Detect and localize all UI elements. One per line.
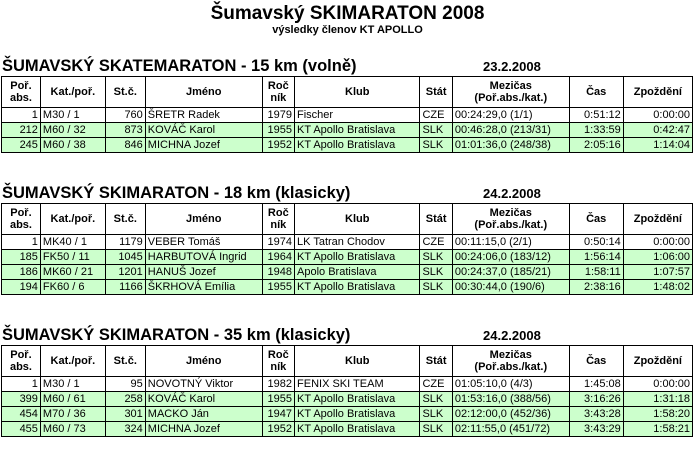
start-number-cell: 1045	[105, 250, 145, 265]
split-time-cell: 00:24:06,0 (183/12)	[452, 250, 569, 265]
col-position-header: Poř. abs.	[2, 346, 41, 377]
delay-cell: 1:48:02	[623, 280, 692, 295]
country-cell: SLK	[420, 422, 452, 437]
birth-year-cell: 1974	[262, 235, 294, 250]
table-row	[2, 108, 693, 123]
col-delay-header: Zpoždění	[623, 204, 692, 235]
col-time-header: Čas	[569, 204, 623, 235]
delay-cell: 1:58:21	[623, 422, 692, 437]
col-start-number-header: St.č.	[105, 77, 145, 108]
name-cell: ŠRETR Radek	[145, 108, 262, 123]
section-title: ŠUMAVSKÝ SKATEMARATON - 15 km (volně)	[2, 57, 357, 75]
club-cell: FENIX SKI TEAM	[295, 377, 420, 392]
start-number-cell: 1166	[105, 280, 145, 295]
race-section	[0, 183, 695, 295]
club-cell: KT Apollo Bratislava	[295, 250, 420, 265]
birth-year-cell: 1952	[262, 138, 294, 153]
club-cell: KT Apollo Bratislava	[295, 392, 420, 407]
section-header	[0, 56, 695, 76]
category-cell: M60 / 32	[40, 123, 105, 138]
birth-year-cell: 1952	[262, 422, 294, 437]
page-subtitle: výsledky členov KT APOLLO	[272, 24, 423, 36]
category-cell: M60 / 61	[40, 392, 105, 407]
time-cell: 2:05:16	[569, 138, 623, 153]
table-row	[2, 123, 693, 138]
col-start-number-header: St.č.	[105, 204, 145, 235]
category-cell: FK60 / 6	[40, 280, 105, 295]
section-title: ŠUMAVSKÝ SKIMARATON - 18 km (klasicky)	[2, 184, 351, 202]
position-cell: 212	[2, 123, 41, 138]
col-country-header: Stát	[420, 204, 452, 235]
time-cell: 1:33:59	[569, 123, 623, 138]
col-birth-year-header: Roč ník	[262, 204, 294, 235]
name-cell: HARBUTOVÁ Ingrid	[145, 250, 262, 265]
race-section	[0, 325, 695, 437]
name-cell: NOVOTNÝ Viktor	[145, 377, 262, 392]
split-time-cell: 01:05:10,0 (4/3)	[452, 377, 569, 392]
delay-cell: 0:00:00	[623, 377, 692, 392]
table-row	[2, 392, 693, 407]
name-cell: VEBER Tomáš	[145, 235, 262, 250]
country-cell: SLK	[420, 138, 452, 153]
page-title: Šumavský SKIMARATON 2008	[210, 3, 485, 24]
col-category-header: Kat./poř.	[40, 346, 105, 377]
position-cell: 455	[2, 422, 41, 437]
race-section	[0, 56, 695, 153]
position-cell: 1	[2, 377, 41, 392]
col-birth-year-header: Roč ník	[262, 77, 294, 108]
start-number-cell: 760	[105, 108, 145, 123]
delay-cell: 1:31:18	[623, 392, 692, 407]
time-cell: 3:43:28	[569, 407, 623, 422]
col-delay-header: Zpoždění	[623, 346, 692, 377]
col-position-header: Poř. abs.	[2, 204, 41, 235]
split-time-cell: 00:30:44,0 (190/6)	[452, 280, 569, 295]
section-date: 24.2.2008	[483, 328, 541, 343]
section-date: 23.2.2008	[483, 59, 541, 74]
club-cell: KT Apollo Bratislava	[295, 407, 420, 422]
delay-cell: 1:58:20	[623, 407, 692, 422]
club-cell: KT Apollo Bratislava	[295, 280, 420, 295]
birth-year-cell: 1948	[262, 265, 294, 280]
split-time-cell: 00:46:28,0 (213/31)	[452, 123, 569, 138]
col-birth-year-header: Roč ník	[262, 346, 294, 377]
country-cell: CZE	[420, 108, 452, 123]
table-row	[2, 250, 693, 265]
start-number-cell: 1201	[105, 265, 145, 280]
time-cell: 3:43:29	[569, 422, 623, 437]
time-cell: 1:45:08	[569, 377, 623, 392]
country-cell: SLK	[420, 265, 452, 280]
table-row	[2, 422, 693, 437]
position-cell: 194	[2, 280, 41, 295]
birth-year-cell: 1964	[262, 250, 294, 265]
split-time-cell: 00:24:37,0 (185/21)	[452, 265, 569, 280]
name-cell: MACKO Ján	[145, 407, 262, 422]
col-split-time-header: Mezičas (Poř.abs./kat.)	[452, 77, 569, 108]
birth-year-cell: 1947	[262, 407, 294, 422]
col-club-header: Klub	[295, 204, 420, 235]
name-cell: HANUŠ Jozef	[145, 265, 262, 280]
name-cell: KOVÁČ Karol	[145, 392, 262, 407]
section-header	[0, 325, 695, 345]
name-cell: MICHNA Jozef	[145, 422, 262, 437]
birth-year-cell: 1955	[262, 280, 294, 295]
col-name-header: Jméno	[145, 346, 262, 377]
col-start-number-header: St.č.	[105, 346, 145, 377]
category-cell: M30 / 1	[40, 377, 105, 392]
name-cell: KOVÁČ Karol	[145, 123, 262, 138]
col-split-time-header: Mezičas (Poř.abs./kat.)	[452, 346, 569, 377]
split-time-cell: 01:53:16,0 (388/56)	[452, 392, 569, 407]
delay-cell: 1:06:00	[623, 250, 692, 265]
club-cell: KT Apollo Bratislava	[295, 422, 420, 437]
time-cell: 2:38:16	[569, 280, 623, 295]
birth-year-cell: 1955	[262, 392, 294, 407]
col-delay-header: Zpoždění	[623, 77, 692, 108]
start-number-cell: 95	[105, 377, 145, 392]
category-cell: FK50 / 11	[40, 250, 105, 265]
position-cell: 399	[2, 392, 41, 407]
col-club-header: Klub	[295, 77, 420, 108]
split-time-cell: 02:12:00,0 (452/36)	[452, 407, 569, 422]
category-cell: M60 / 73	[40, 422, 105, 437]
country-cell: CZE	[420, 377, 452, 392]
position-cell: 454	[2, 407, 41, 422]
delay-cell: 0:42:47	[623, 123, 692, 138]
country-cell: SLK	[420, 407, 452, 422]
table-row	[2, 265, 693, 280]
start-number-cell: 873	[105, 123, 145, 138]
delay-cell: 0:00:00	[623, 235, 692, 250]
delay-cell: 1:14:04	[623, 138, 692, 153]
table-row	[2, 280, 693, 295]
table-row	[2, 235, 693, 250]
category-cell: M70 / 36	[40, 407, 105, 422]
time-cell: 3:16:26	[569, 392, 623, 407]
club-cell: Apolo Bratislava	[295, 265, 420, 280]
col-country-header: Stát	[420, 346, 452, 377]
table-row	[2, 407, 693, 422]
start-number-cell: 301	[105, 407, 145, 422]
time-cell: 1:58:11	[569, 265, 623, 280]
col-position-header: Poř. abs.	[2, 77, 41, 108]
split-time-cell: 02:11:55,0 (451/72)	[452, 422, 569, 437]
country-cell: CZE	[420, 235, 452, 250]
delay-cell: 1:07:57	[623, 265, 692, 280]
table-header-row	[2, 346, 693, 377]
col-time-header: Čas	[569, 346, 623, 377]
section-title: ŠUMAVSKÝ SKIMARATON - 35 km (klasicky)	[2, 326, 351, 344]
birth-year-cell: 1955	[262, 123, 294, 138]
start-number-cell: 846	[105, 138, 145, 153]
country-cell: SLK	[420, 280, 452, 295]
birth-year-cell: 1979	[262, 108, 294, 123]
col-country-header: Stát	[420, 77, 452, 108]
position-cell: 1	[2, 235, 41, 250]
results-table	[1, 203, 693, 295]
table-row	[2, 377, 693, 392]
position-cell: 185	[2, 250, 41, 265]
position-cell: 1	[2, 108, 41, 123]
club-cell: KT Apollo Bratislava	[295, 123, 420, 138]
col-split-time-header: Mezičas (Poř.abs./kat.)	[452, 204, 569, 235]
time-cell: 1:56:14	[569, 250, 623, 265]
position-cell: 245	[2, 138, 41, 153]
category-cell: MK40 / 1	[40, 235, 105, 250]
col-category-header: Kat./poř.	[40, 204, 105, 235]
country-cell: SLK	[420, 392, 452, 407]
col-club-header: Klub	[295, 346, 420, 377]
split-time-cell: 00:11:15,0 (2/1)	[452, 235, 569, 250]
results-table	[1, 345, 693, 437]
name-cell: ŠKRHOVÁ Emília	[145, 280, 262, 295]
birth-year-cell: 1982	[262, 377, 294, 392]
col-category-header: Kat./poř.	[40, 77, 105, 108]
delay-cell: 0:00:00	[623, 108, 692, 123]
country-cell: SLK	[420, 123, 452, 138]
club-cell: LK Tatran Chodov	[295, 235, 420, 250]
start-number-cell: 1179	[105, 235, 145, 250]
col-time-header: Čas	[569, 77, 623, 108]
split-time-cell: 00:24:29,0 (1/1)	[452, 108, 569, 123]
section-header	[0, 183, 695, 203]
category-cell: M60 / 38	[40, 138, 105, 153]
table-row	[2, 138, 693, 153]
name-cell: MICHNA Jozef	[145, 138, 262, 153]
col-name-header: Jméno	[145, 204, 262, 235]
split-time-cell: 01:01:36,0 (248/38)	[452, 138, 569, 153]
club-cell: Fischer	[295, 108, 420, 123]
category-cell: MK60 / 21	[40, 265, 105, 280]
time-cell: 0:51:12	[569, 108, 623, 123]
country-cell: SLK	[420, 250, 452, 265]
club-cell: KT Apollo Bratislava	[295, 138, 420, 153]
results-table	[1, 76, 693, 153]
start-number-cell: 324	[105, 422, 145, 437]
table-header-row	[2, 204, 693, 235]
table-header-row	[2, 77, 693, 108]
position-cell: 186	[2, 265, 41, 280]
time-cell: 0:50:14	[569, 235, 623, 250]
section-date: 24.2.2008	[483, 186, 541, 201]
category-cell: M30 / 1	[40, 108, 105, 123]
start-number-cell: 258	[105, 392, 145, 407]
col-name-header: Jméno	[145, 77, 262, 108]
